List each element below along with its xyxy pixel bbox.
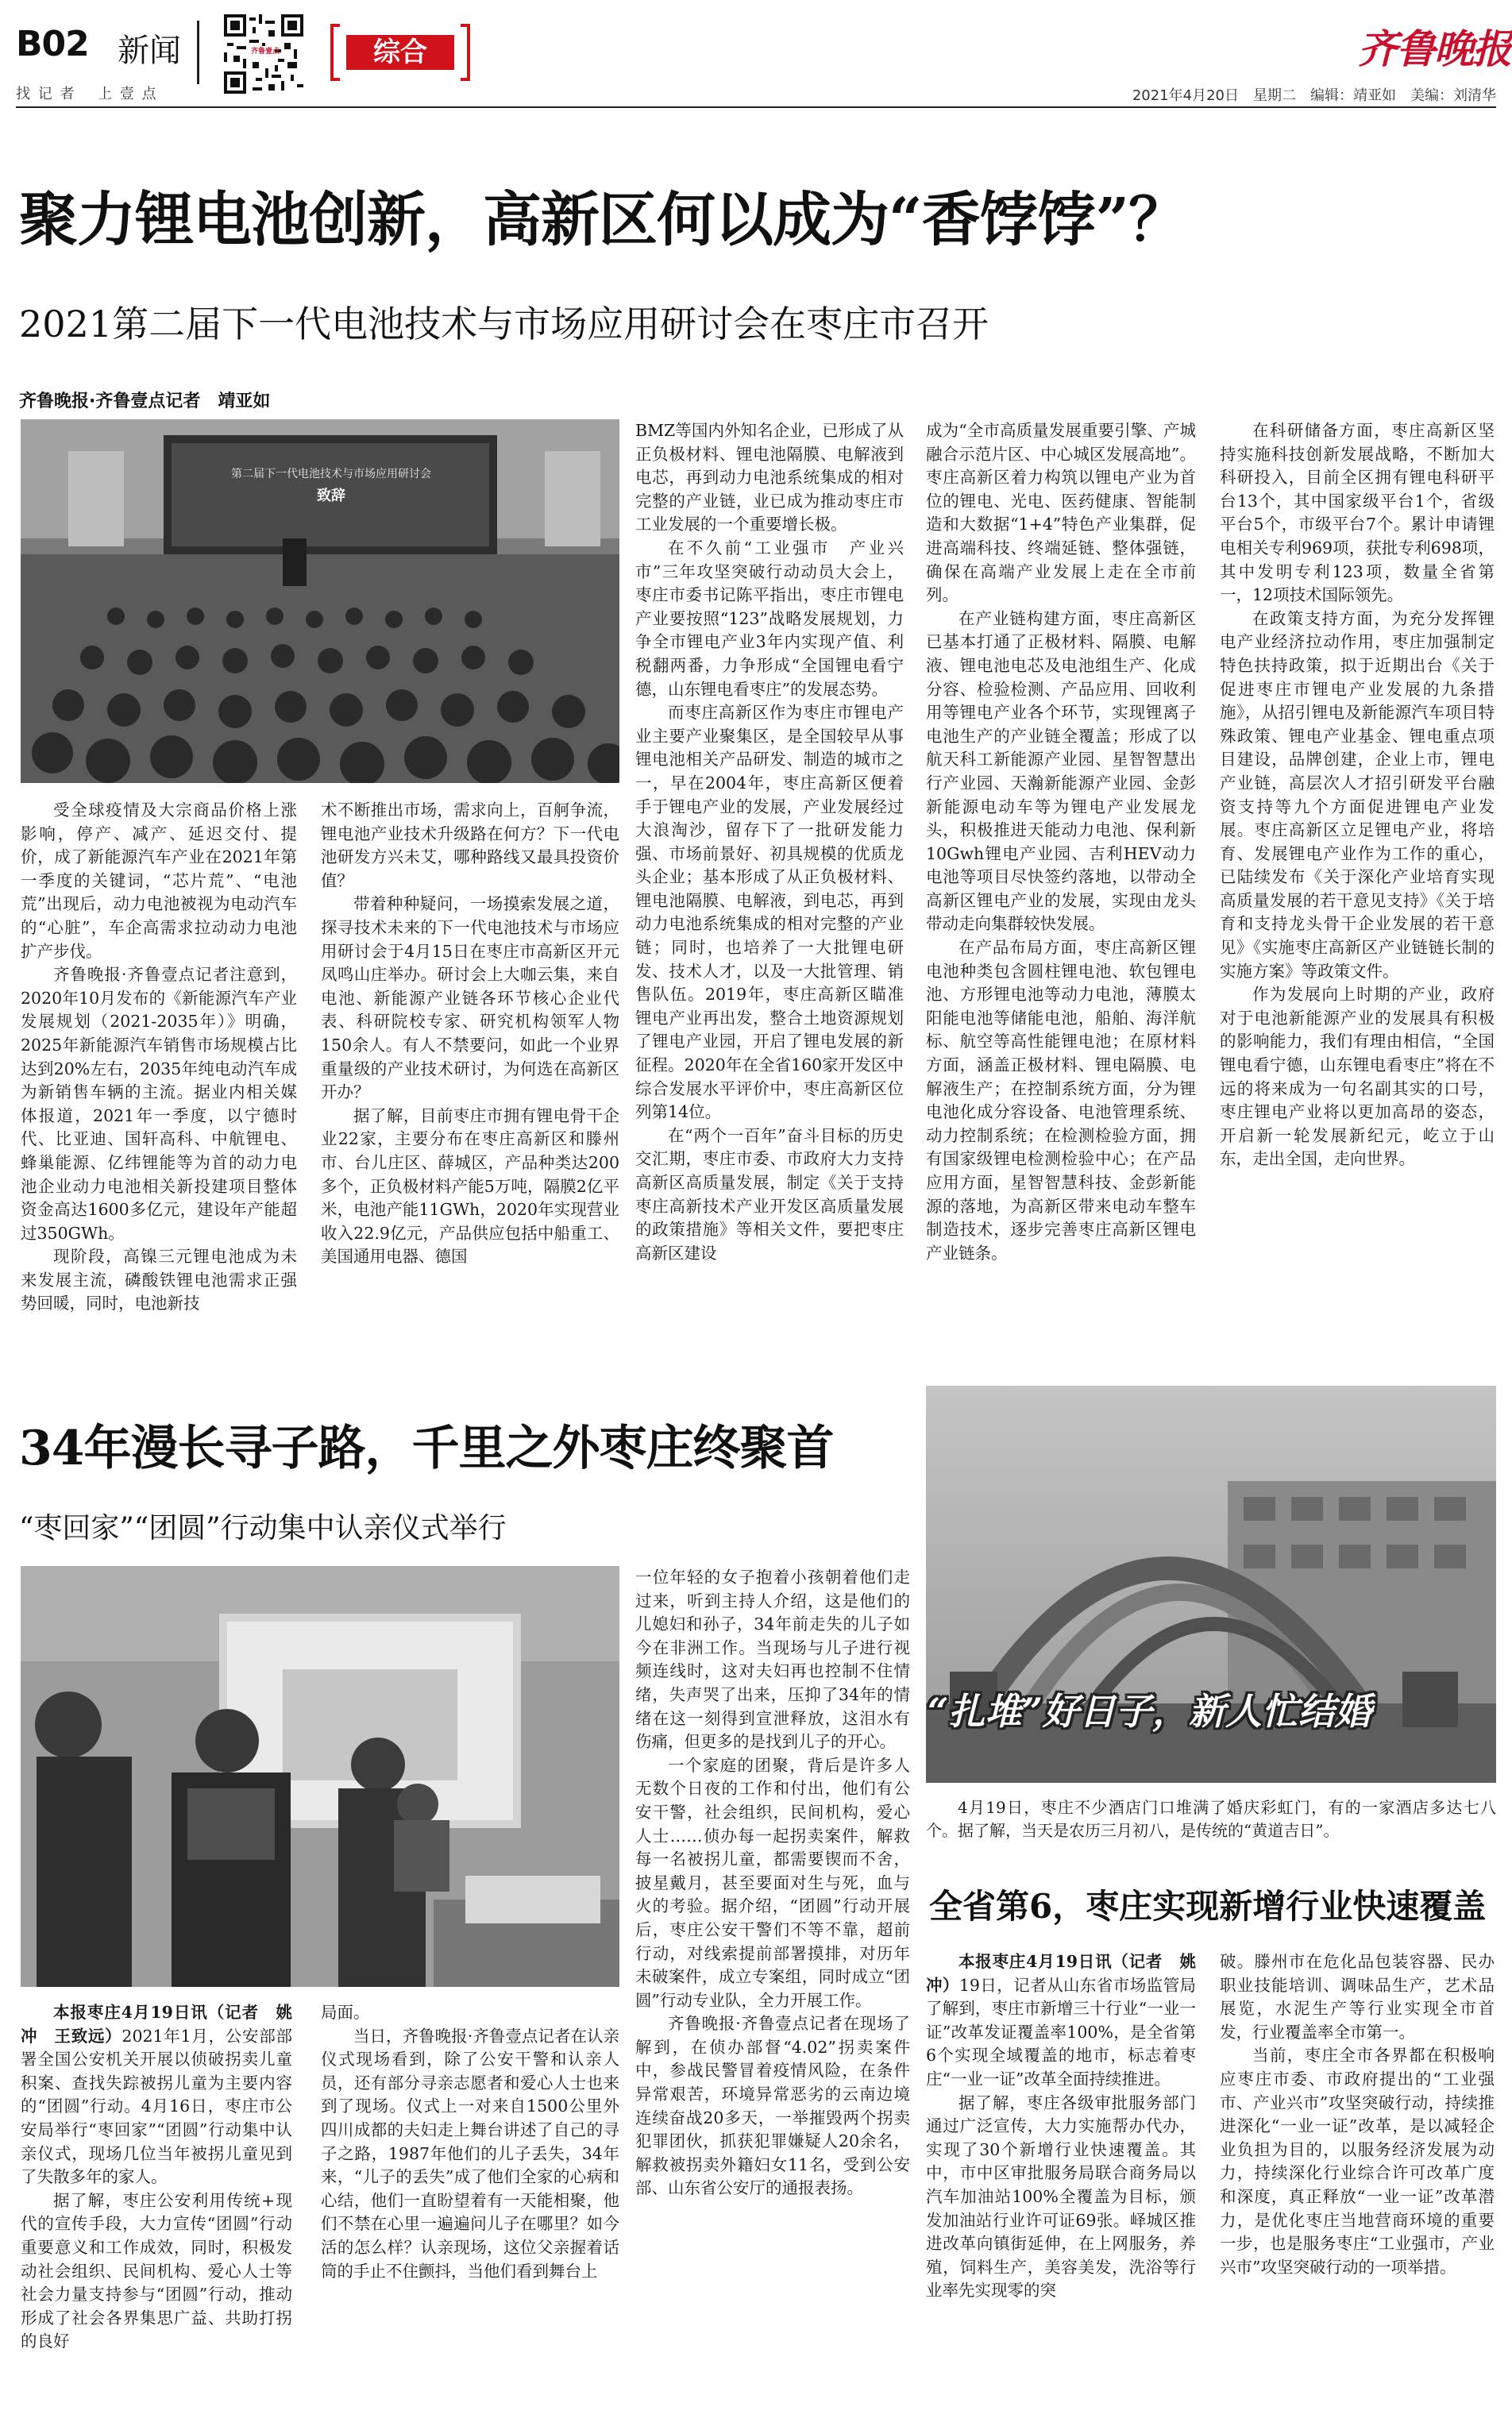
page-code: B02 bbox=[16, 24, 89, 64]
paragraph: 当日，齐鲁晚报·齐鲁壹点记者在认亲仪式现场看到，除了公安干警和认亲人员，还有部分寻亲志愿者和爱心人士也来到了现场。仪式上一对来自1500公里外四川成都的夫妇走上舞台讲述了自己的寻子之路，1987年他们的儿子丢失，34年来，“儿子的丢失”成了他们全家的心病和心结，他们一直盼望着有一天能相聚，他们不禁在心里一遍遍问儿子在哪里？如今活的怎么样？认亲现场，这位父亲握着话筒的手止不住颤抖，当他们看到舞台上 bbox=[321, 2026, 619, 2281]
caption-text: 4月19日，枣庄不少酒店门口堆满了婚庆彩虹门，有的一家酒店多达七八个。据了解，当天是农历三月初八，是传统的“黄道吉日”。 bbox=[926, 1798, 1496, 1840]
paragraph: 据了解，枣庄公安利用传统+现代的宣传手段，大力宣传“团圆”行动重要意义和工作成效，同时，积极发动社会组织、民间机构、爱心人士等社会力量支持参与“团圆”行动，推动形成了社会各界集思广益、共助打拐的良好 bbox=[21, 2190, 292, 2351]
paragraph: BMZ等国内外知名企业，已形成了从正负极材料、锂电池隔膜、电解液到电芯，再到动力电池系统集成的相对完整的产业链，业已成为推动枣庄市工业发展的一个重要增长极。 bbox=[635, 421, 904, 534]
qr-label: 齐鲁壹点 bbox=[251, 48, 280, 56]
article3-col1 bbox=[926, 1950, 1196, 2303]
paragraph: 19日，记者从山东省市场监管局了解到，枣庄市新增三十行业“一业一证”改革发证覆盖率100%，是全省第6个实现全域覆盖的地市，标志着枣庄“一业一证”改革全面持续推进。 bbox=[926, 1975, 1196, 2089]
dateline: 本报枣庄4月19日讯（记者 姚冲 王致远） bbox=[21, 2003, 292, 2046]
paragraph: 在不久前“工业强市 产业兴市”三年攻坚突破行动动员大会上，枣庄市委书记陈平指出，枣庄市锂电产业要按照“123”战略发展规划，力争全市锂电产业3年内实现产值、利税翻两番，力争形成“全国锂电看宁德，山东锂电看枣庄”的发展态势。 bbox=[635, 538, 904, 699]
paragraph: 在科研储备方面，枣庄高新区坚持实施科技创新发展战略，不断加大科研投入，目前全区拥有锂电科研平台13个，其中国家级平台1个，省级平台5个，市级平台7个。累计申请锂电相关专利969项，获批专利698项，其中发明专利123项，数量全省第一，12项技术国际领先。 bbox=[1220, 421, 1495, 605]
masthead-rule bbox=[16, 106, 1496, 108]
article3-col2 bbox=[1220, 1950, 1495, 2279]
paragraph: 在政策支持方面，为充分发挥锂电产业经济拉动作用，枣庄加强制定特色扶持政策，拟于近期出台《关于促进枣庄市锂电产业发展的九条措施》，从招引锂电及新能源汽车项目特殊政策、锂电产业基金、锂电重点项目建设，品牌创建，企业上市，锂电产业链，高层次人才招引研发平台融资支持等九个方面促进锂电产业发展。枣庄高新区立足锂电产业，将培育、发展锂电产业作为工作的重心，已陆续发布《关于深化产业培育实现高质量发展的若干意见支持》《关于培育和支持龙头骨干企业发展的若干意见》《实施枣庄高新区产业链链长制的实施方案》等政策文件。 bbox=[1220, 608, 1495, 981]
article2-subheadline: “枣回家”“团圆”行动集中认亲仪式举行 bbox=[19, 1512, 507, 1545]
article1-col3 bbox=[635, 419, 904, 1265]
paragraph: 而枣庄高新区作为枣庄市锂电产业主要产业聚集区，是全国较早从事锂电池相关产品研发、制造的城市之一，早在2004年，枣庄高新区便着手于锂电产业的发展，产业发展经过大浪淘沙，留存下了一批研发能力强、市场前景好、初具规模的优质龙头企业；基本形成了从正负极材料、锂电池隔膜、电解液，到电芯，再到动力电池系统集成的相对完整的产业链；同时，也培养了一大批锂电研发、技术人才，以及一大批管理、销售队伍。2019年，枣庄高新区瞄准锂电产业再出发，整合土地资源规划了锂电产业园，开启了锂电发展的新征程。2020年在全省160家开发区中综合发展水平评价中，枣庄高新区位列第14位。 bbox=[635, 703, 904, 1122]
paragraph: 成为“全市高质量发展重要引擎、产城融合示范片区、中心城区发展高地”。枣庄高新区着力构筑以锂电产业为首位的锂电、光电、医药健康、智能制造和大数据“1+4”特色产业集群，促进高端科技、终端延链、整体强链，确保在高端产业发展上走在全市前列。 bbox=[926, 421, 1196, 605]
photo-banner-text: 第二届下一代电池技术与市场应用研讨会 bbox=[231, 468, 431, 480]
paragraph: 受全球疫情及大宗商品价格上涨影响，停产、减产、延迟交付、提价，成了新能源汽车产业在2021年第一季度的关键词，“芯片荒”、“电池荒”出现后，动力电池被视为电动汽车的“心脏”，车企高需求拉动动力电池扩产步伐。 bbox=[21, 800, 297, 961]
section-tag-text: 综合 bbox=[373, 37, 427, 68]
conference-photo bbox=[21, 419, 619, 783]
date-line: 2021年4月20日 星期二 编辑：靖亚如 美编：刘清华 bbox=[1132, 87, 1496, 104]
paragraph: 一位年轻的女子抱着小孩朝着他们走过来，听到主持人介绍，这是他们的儿媳妇和孙子，34年前走失的儿子如今在非洲工作。当现场与儿子进行视频连线时，这对夫妇再也控制不住情绪，失声哭了出来，压抑了34年的情绪在这一刻得到宣泄释放，这泪水有伤痛，但更多的是找到儿子的开心。 bbox=[635, 1568, 910, 1752]
article1-col5 bbox=[1220, 419, 1495, 1171]
article1-subheadline: 2021第二届下一代电池技术与市场应用研讨会在枣庄市召开 bbox=[19, 303, 989, 345]
article1-byline: 齐鲁晚报·齐鲁壹点记者 靖亚如 bbox=[19, 392, 271, 411]
wedding-caption bbox=[926, 1796, 1496, 1842]
paragraph: 在“两个一百年”奋斗目标的历史交汇期，枣庄市委、市政府大力支持高新区高质量发展，制定《关于支持枣庄高新技术产业开发区高质量发展的政策措施》等相关文件，要把枣庄高新区建设 bbox=[635, 1125, 904, 1263]
masthead-divider bbox=[197, 21, 199, 84]
paragraph: 当前，枣庄全市各界都在积极响应枣庄市委、市政府提出的“工业强市、产业兴市”攻坚突破行动，持续推进深化“一业一证”改革，是以减轻企业负担为目的，以服务经济发展为动力，持续深化行业综合许可改革广度和深度，真正释放“一业一证”改革潜力，是优化枣庄当地营商环境的重要一步，也是服务枣庄“工业强市，产业兴市”攻坚突破行动的一项举措。 bbox=[1220, 2046, 1495, 2277]
paragraph: 作为发展向上时期的产业，政府对于电池新能源产业的发展具有积极的影响能力，我们有理由相信，“全国锂电看宁德，山东锂电看枣庄”将在不远的将来成为一句名副其实的口号，枣庄锂电产业将以更加高昂的姿态，开启新一轮发展新纪元，屹立于山东，走出全国，走向世界。 bbox=[1220, 985, 1495, 1169]
paragraph: 带着种种疑问，一场摸索发展之道，探寻技术未来的下一代电池技术与市场应用研讨会于4月15日在枣庄市高新区开元凤鸣山庄举办。研讨会上大咖云集，来自电池、新能源产业链各环节核心企业代表、科研院校专家、研究机构领军人物150余人。有人不禁要问，如此一个业界重量级的产业技术研讨，为何选在高新区开办？ bbox=[321, 894, 619, 1102]
wedding-photo bbox=[926, 1386, 1496, 1783]
article2-dateline bbox=[21, 2001, 292, 2189]
wedding-photo-overlay: “扎堆”好日子，新人忙结婚 bbox=[928, 1690, 1371, 1733]
paragraph: 局面。 bbox=[321, 2003, 370, 2022]
section-label: 新闻 bbox=[118, 33, 181, 69]
paragraph: 齐鲁晚报·齐鲁壹点记者在现场了解到，在侦办部督“4.02”拐卖案件中，参战民警冒着疫情风险，在条件异常艰苦，环境异常恶劣的云南边境连续奋战20多天，一举摧毁两个拐卖犯罪团伙，抓获犯罪嫌疑人20余名，解救被拐卖外籍妇女11名，受到公安部、山东省公安厅的通报表扬。 bbox=[635, 2014, 910, 2198]
article1-col1 bbox=[21, 799, 297, 1316]
paragraph: 据了解，枣庄各级审批服务部门通过广泛宣传，大力实施帮办代办，实现了30个新增行业快速覆盖。其中，市中区审批服务局联合商务局以汽车加油站100%全覆盖为目标，颁发加油站行业许可证69张。峄城区推进改革向镇街延伸，在上网服务，养殖，饲料生产，美容美发，洗浴等行业率先实现零的突 bbox=[926, 2093, 1196, 2301]
article2-col1 bbox=[21, 2001, 292, 2354]
paragraph: 破。滕州市在危化品包装容器、民办职业技能培训、调味品生产，艺术品展览，水泥生产等行业实现全市首发，行业覆盖率全市第一。 bbox=[1220, 1952, 1495, 2042]
paragraph: 在产业链构建方面，枣庄高新区已基本打通了正极材料、隔膜、电解液、锂电池电芯及电池组生产、化成分容、检验检测、产品应用、回收利用等锂电产业各个环节，实现锂离子电池生产的产业链全覆盖；形成了以航天科工新能源产业园、星智智慧出行产业园、天瀚新能源产业园、金彭新能源电动车等为锂电产业发展龙头，积极推进天能动力电池、保利新10Gwh锂电产业园、吉利HEV动力电池等项目尽快签约落地，以带动全高新区锂电产业的发展，实现由龙头带动走向集群较快发展。 bbox=[926, 608, 1196, 934]
paragraph: 齐鲁晚报·齐鲁壹点记者注意到，2020年10月发布的《新能源汽车产业发展规划（2021-2035年）》明确，2025年新能源汽车销售市场规模占比达到20%左右，2035年纯电动汽车成为新销售车辆的主流。据业内相关媒体报道，2021年一季度，以宁德时代、比亚迪、国轩高科、中航锂电、蜂巢能源、亿纬锂能等为首的动力电池企业动力电池相关新投建项目整体资金高达1600多亿元，建设年产能超过350GWh。 bbox=[21, 965, 297, 1243]
paragraph: 现阶段，高镍三元锂电池成为未来发展主流，磷酸铁锂电池需求正强势回暖，同时，电池新技 bbox=[21, 1247, 297, 1313]
article1-col4 bbox=[926, 419, 1196, 1265]
paragraph: 据了解，目前枣庄市拥有锂电骨干企业22家，主要分布在枣庄高新区和滕州市、台儿庄区、薛城区，产品种类达200多个，正负极材料产能5万吨，隔膜2亿平米，电池产能11GWh，2020年实现营业收入22.9亿元，产品供应包括中船重工、美国通用电器、德国 bbox=[321, 1105, 619, 1267]
paragraph: 2021年1月，公安部部署全国公安机关开展以侦破拐卖儿童积案、查找失踪被拐儿童为主要内容的“团圆”行动。4月16日，枣庄市公安局举行“枣回家”“团圆”行动集中认亲仪式，现场几位当年被拐儿童见到了失散多年的家人。 bbox=[21, 2026, 292, 2187]
newspaper-logo: 齐鲁晚报 bbox=[1358, 25, 1510, 72]
article2-headline: 34年漫长寻子路，千里之外枣庄终聚首 bbox=[19, 1421, 834, 1476]
article3-dateline bbox=[926, 1950, 1196, 2092]
section-tag bbox=[329, 22, 472, 83]
article1-headline: 聚力锂电池创新，高新区何以成为“香饽饽”？ bbox=[19, 186, 1187, 254]
paragraph: 在产品布局方面，枣庄高新区锂电池种类包含圆柱锂电池、软包锂电池、方形锂电池等动力电池，薄膜太阳能电池等储能电池，船舶、海洋航标、航空等高性能锂电池；在原材料方面，涵盖正极材料、锂电隔膜、电解液生产；在控制系统方面，分为锂电池化成分容设备、电池管理系统、动力控制系统；在检测检验方面，拥有国家级锂电检测检验中心；在产品应用方面，星智智慧科技、金彭新能源的落地，为高新区带来电动车整车制造技术，逐步完善枣庄高新区锂电产业链条。 bbox=[926, 938, 1196, 1263]
qr-code[interactable] bbox=[224, 14, 303, 94]
paragraph: 术不断推出市场，需求向上，百舸争流，锂电池产业技术升级路在何方？下一代电池研发方兴未艾，哪种路线又最具投资价值？ bbox=[321, 800, 619, 890]
paragraph: 一个家庭的团聚，背后是许多人无数个日夜的工作和付出，他们有公安干警，社会组织，民间机构，爱心人士……侦办每一起拐卖案件，解救每一名被拐儿童，都需要锲而不舍，披星戴月，甚至要面对生与死，血与火的考验。据介绍，“团圆”行动开展后，枣庄公安干警们不等不靠，超前行动，对线索提前部署摸排，对历年未破案件，成立专案组，同时成立“团圆”行动专业队，全力开展工作。 bbox=[635, 1755, 910, 2010]
photo-screen-text: 致辞 bbox=[317, 488, 345, 504]
masthead-tagline: 找 记 者 上 壹 点 bbox=[16, 86, 158, 102]
dateline: 本报枣庄4月19日讯（记者 姚冲） bbox=[926, 1952, 1196, 1995]
article2-col3 bbox=[635, 1566, 910, 2201]
reunion-photo bbox=[21, 1566, 619, 1987]
article2-col2 bbox=[321, 2001, 619, 2283]
article3-headline: 全省第6，枣庄实现新增行业快速覆盖 bbox=[929, 1887, 1487, 1926]
article1-col2 bbox=[321, 799, 619, 1269]
